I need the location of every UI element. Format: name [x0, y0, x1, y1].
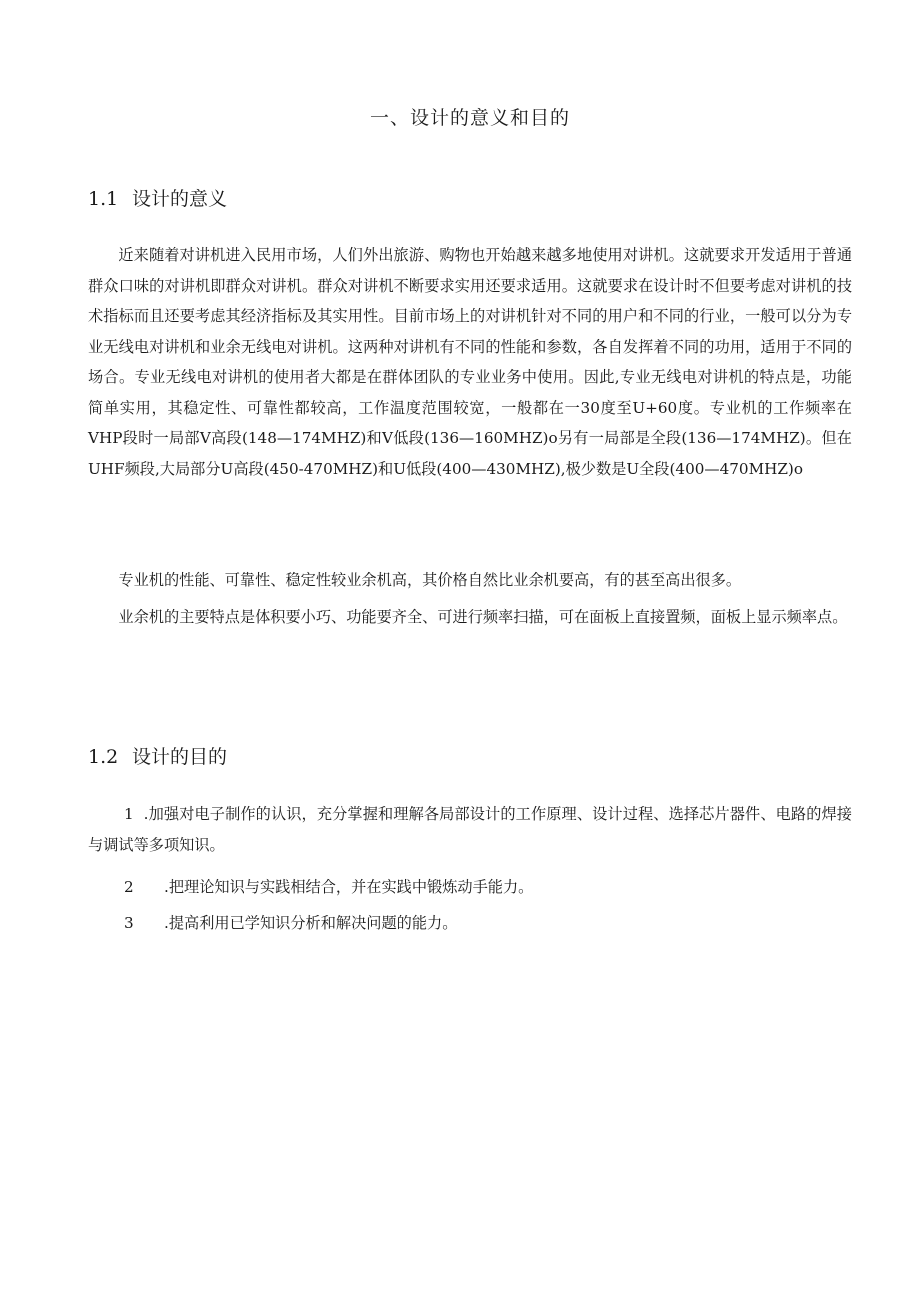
list-marker: 3 — [124, 914, 134, 932]
list-marker: 1 — [124, 805, 134, 823]
paragraph-amateur: 业余机的主要特点是体积要小巧、功能要齐全、可进行频率扫描，可在面板上直接置频，面板上显示频率点。 — [118, 608, 848, 626]
paragraph-meaning: 近来随着对讲机进入民用市场，人们外出旅游、购物也开始越来越多地使用对讲机。这就要求开发适用于普通群众口味的对讲机即群众对讲机。群众对讲机不断要求实用还要求适用。这就要求在设计时不但要考虑对讲机的技术指标而且还要考虑其经济指标及其实用性。目前市场上的对讲机针对不同的用户和不同的行业，一般可以分为专业无线电对讲机和业余无线电对讲机。这两种对讲机有不同的性能和参数，各自发挥着不同的功用，适用于不同的场合。专业无线电对讲机的使用者大都是在群体团队的专业业务中使用。因此,专业无线电对讲机的特点是，功能简单实用，其稳定性、可靠性都较高，工作温度范围较宽，一般都在一30度至U+60度。专业机的工作频率在VHP段时一局部V高段(148—174MHZ)和V低段(136—160MHZ)o另有一局部是全段(136—174MHZ)。但在UHF频段,大局部分U高段(450-470MHZ)和U低段(400—430MHZ),极少数是U全段(400—470MHZ)o — [88, 246, 852, 478]
section-number: 1.2 — [88, 746, 119, 768]
list-text: .提高利用已学知识分析和解决问题的能力。 — [164, 914, 458, 932]
paragraph-professional: 专业机的性能、可靠性、稳定性较业余机高，其价格自然比业余机要高，有的甚至高出很多。 — [118, 571, 742, 589]
list-item — [124, 872, 533, 903]
list-item — [124, 908, 457, 939]
section-title: 设计的意义 — [132, 188, 228, 210]
section-number: 1.1 — [88, 188, 119, 210]
section-title: 设计的目的 — [132, 746, 228, 768]
section-heading-1-2 — [88, 742, 227, 769]
list-text: .把理论知识与实践相结合，并在实践中锻炼动手能力。 — [164, 878, 534, 896]
chapter-title: 一、设计的意义和目的 — [369, 107, 570, 129]
section-heading-1-1 — [88, 184, 227, 211]
list-marker: 2 — [124, 878, 134, 896]
list-text: .加强对电子制作的认识，充分掌握和理解各局部设计的工作原理、设计过程、选择芯片器件、电路的焊接与调试等多项知识。 — [88, 805, 852, 854]
list-item — [88, 799, 852, 860]
